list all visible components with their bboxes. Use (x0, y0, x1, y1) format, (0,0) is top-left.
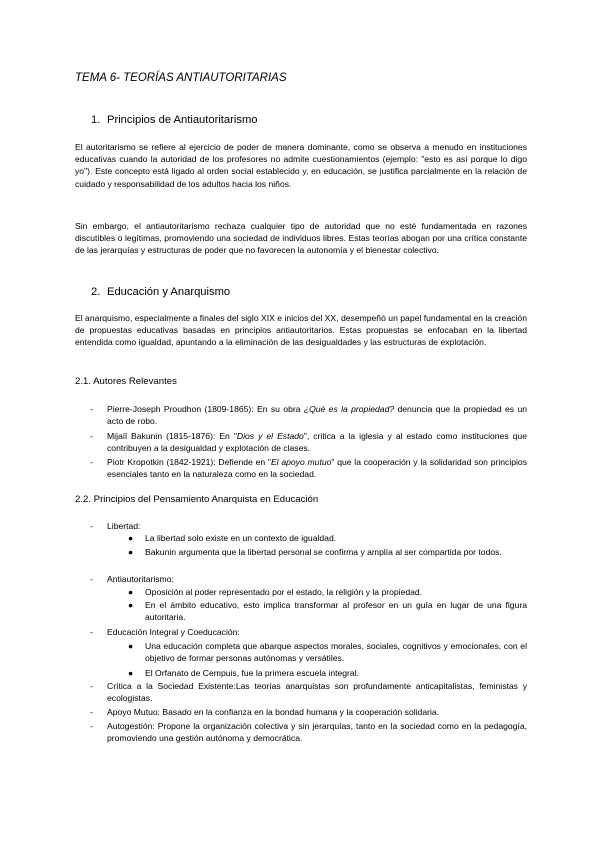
principle-label: Antiautoritarismo: (107, 574, 174, 584)
dash-marker: - (90, 457, 93, 467)
principle-critica (90, 680, 527, 704)
antiautoritarismo-bullet-2 (128, 599, 527, 623)
author-text: " que la cooperación y la solidaridad son principios esenciales tanto en la naturaleza como en la sociedad. (107, 457, 528, 480)
bullet-text: Bakunin argumenta que la libertad personal se confirma y amplía al ser compartida por todos. (145, 547, 502, 557)
bullet-icon: ● (128, 668, 134, 678)
section-2-number: 2. (91, 286, 101, 298)
bullet-text: La libertad solo existe en un contexto de igualdad. (145, 533, 337, 543)
bullet-text: En el ámbito educativo, esto implica transformar al profesor en un guía en lugar de una figura autoritaria. (145, 600, 527, 623)
section-1-number: 1. (91, 114, 101, 126)
principle-autogestion (90, 720, 527, 744)
author-item-bakunin (90, 430, 527, 454)
page-title: TEMA 6- TEORÍAS ANTIAUTORITARIAS (75, 72, 287, 84)
dash-marker: - (90, 627, 93, 637)
work-title: El apoyo mutuo (270, 457, 332, 467)
section-1-heading (91, 114, 257, 126)
principle-label: Libertad: (107, 521, 141, 531)
principle-text: Crítica a la Sociedad Existente:Las teorías anarquistas son profundamente anticapitalistas, feministas y ecologistas. (107, 681, 527, 704)
author-text: denuncia que la propiedad es un acto de robo. (107, 404, 527, 427)
principle-antiautoritarismo (90, 573, 527, 585)
antiautoritarismo-bullet-1 (128, 586, 527, 598)
author-item-kropotkin (90, 456, 528, 480)
author-text: Mijaíl Bakunin (1815-1876): En " (107, 431, 237, 441)
author-text: Pierre-Joseph Proudhon (1809-1865): En su obra (107, 404, 304, 414)
principle-libertad (90, 520, 527, 532)
subsection-2-1-heading: 2.1. Autores Relevantes (75, 376, 177, 387)
dash-marker: - (90, 574, 93, 584)
bullet-text: Oposición al poder representado por el estado, la religión y la propiedad. (145, 587, 423, 597)
author-text: ", critica a la iglesia y al estado como instituciones que contribuyen a la desigualdad y explotación de clases. (107, 431, 527, 454)
dash-marker: - (90, 521, 93, 531)
section-2-title: Educación y Anarquismo (107, 286, 231, 298)
principle-educacion-integral (90, 626, 527, 638)
principle-text: Autogestión: Propone la organización colectiva y sin jerarquías, tanto en la sociedad como en la pedagogía, promoviendo una gestión autónoma y democrática. (107, 721, 527, 744)
bullet-text: El Orfanato de Cempuis, fue la primera escuela integral. (145, 668, 359, 678)
dash-marker: - (90, 681, 93, 691)
bullet-icon: ● (128, 641, 134, 651)
bullet-icon: ● (128, 547, 134, 557)
work-title: Dios y el Estado (236, 431, 304, 441)
bullet-icon: ● (128, 587, 134, 597)
subsection-2-2-heading: 2.2. Principios del Pensamiento Anarquista en Educación (75, 494, 319, 505)
author-text: Piotr Kropotkin (1842-1921): Defiende en " (107, 457, 271, 467)
dash-marker: - (90, 404, 93, 414)
integral-bullet-2 (128, 667, 527, 679)
integral-bullet-1 (128, 640, 527, 664)
bullet-text: Una educación completa que abarque aspectos morales, sociales, cognitivos y emocionales, con el objetivo de formar personas autónomas y versátiles. (145, 641, 527, 664)
bullet-icon: ● (128, 600, 134, 610)
bullet-icon: ● (128, 533, 134, 543)
libertad-bullet-1 (128, 532, 527, 544)
principle-text: Apoyo Mutuo: Basado en la confianza en la bondad humana y la cooperación solidaria. (107, 707, 440, 717)
section-2-paragraph-1: El anarquismo, especialmente a finales del siglo XIX e inicios del XX, desempeñó un papel fundamental en la creación de propuestas educativas basadas en principios antiautoritarios. Estas propuestas se enfocaban en la libertad entendida como igualdad, apuntando a la eliminación de las desigualdades y las estructuras de explotación. (75, 313, 527, 348)
work-title: ¿Qué es la propiedad? (303, 404, 395, 414)
author-item-proudhon (90, 403, 527, 427)
section-1-title: Principios de Antiautoritarismo (107, 114, 258, 126)
dash-marker: - (90, 707, 93, 717)
section-1-paragraph-2: Sin embargo, el antiautoritarismo rechaza cualquier tipo de autoridad que no esté fundamentada en razones discutibles o legítimas, promoviendo una sociedad de individuos libres. Estas teorías abogan por una crítica constante de las jerarquías y estructuras de poder que no favorecen la autonomía y el bienestar colectivo. (75, 221, 527, 256)
principle-label: Educación Integral y Coeducación: (107, 627, 240, 637)
dash-marker: - (90, 721, 93, 731)
dash-marker: - (90, 431, 93, 441)
libertad-bullet-2 (128, 546, 527, 558)
principle-apoyo-mutuo (90, 706, 527, 718)
section-1-paragraph-1: El autoritarismo se refiere al ejercicio de poder de manera dominante, como se observa a menudo en instituciones educativas cuando la autoridad de los profesores no admite cuestionamientos (ejemplo: "esto es así porque lo digo yo"). Este concepto está ligado al orden social establecido y, en educación, se justifica parcialmente en la relación de cuidado y responsabilidad de los adultos hacia los niños. (75, 142, 527, 189)
section-2-heading (91, 286, 230, 298)
